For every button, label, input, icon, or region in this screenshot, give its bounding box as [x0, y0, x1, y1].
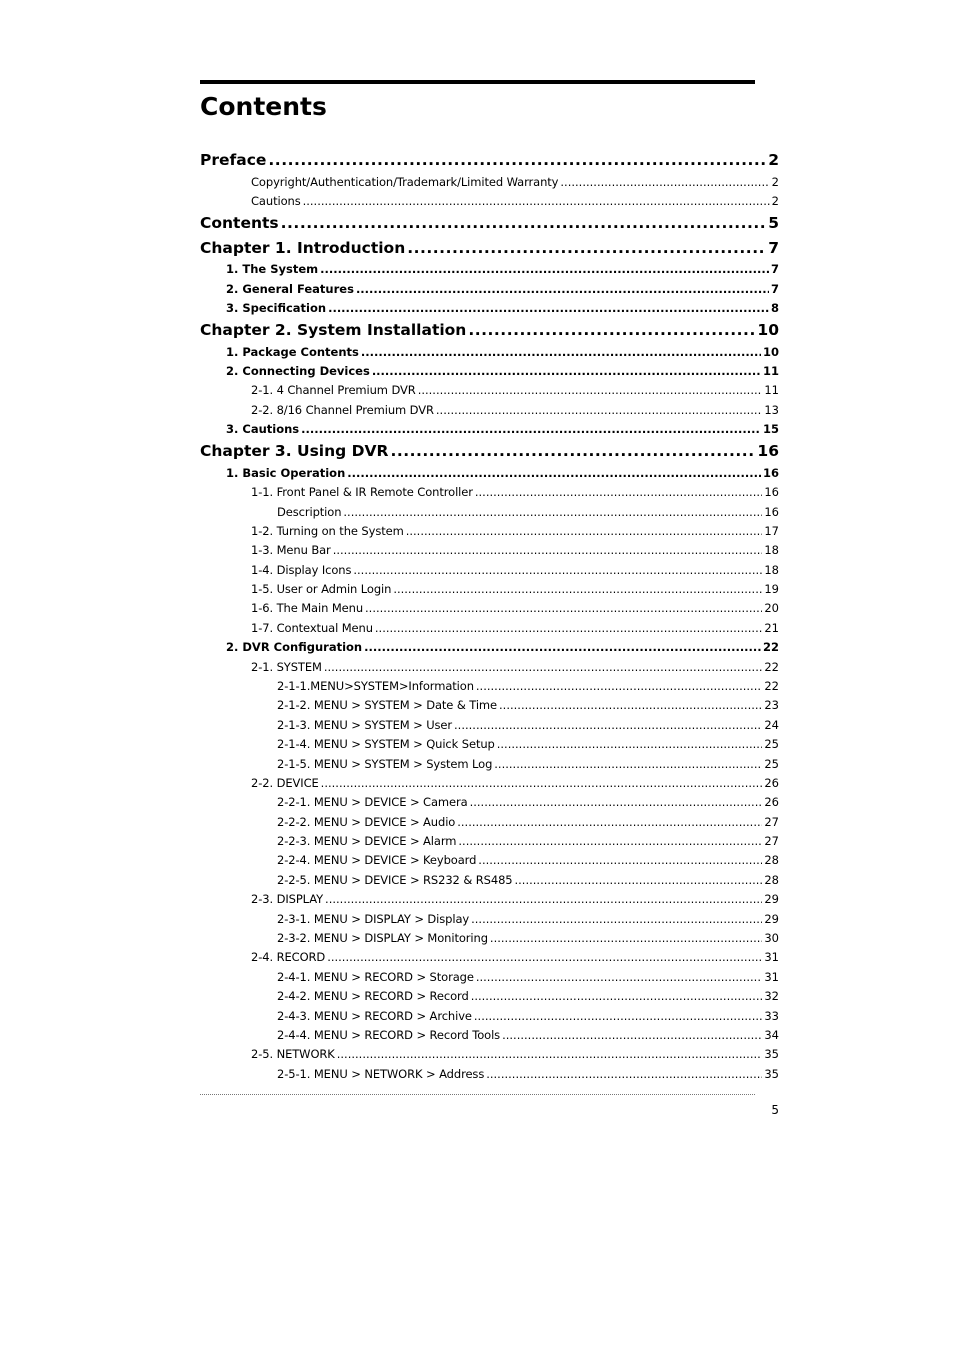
toc-entry[interactable] [200, 211, 779, 236]
toc-entry[interactable] [200, 1045, 779, 1064]
toc-entry-label: 2-3-2. MENU > DISPLAY > Monitoring [277, 931, 488, 946]
dot-leader [328, 299, 769, 318]
toc-entry[interactable] [200, 173, 779, 192]
toc-entry[interactable] [200, 439, 779, 464]
toc-entry-label: 2-1-1.MENU>SYSTEM>Information [277, 678, 474, 693]
toc-entry[interactable] [200, 522, 779, 541]
footer-divider [200, 1094, 755, 1095]
toc-entry-page-number: 15 [762, 422, 779, 437]
toc-entry-page-number: 13 [764, 402, 779, 417]
dot-leader [470, 793, 763, 812]
toc-entry-label: 1-3. Menu Bar [251, 543, 331, 558]
dot-leader [268, 148, 766, 173]
toc-entry[interactable] [200, 280, 779, 299]
dot-leader [468, 318, 755, 343]
toc-entry-page-number: 27 [764, 834, 779, 849]
toc-entry[interactable] [200, 832, 779, 851]
toc-entry-page-number: 2 [768, 151, 779, 169]
toc-entry-label: 1-7. Contextual Menu [251, 620, 373, 635]
page-number: 5 [771, 1103, 779, 1117]
toc-entry-page-number: 7 [768, 238, 779, 257]
dot-leader [303, 192, 770, 211]
dot-leader [364, 638, 761, 657]
toc-entry[interactable] [200, 968, 779, 987]
dot-leader [457, 813, 762, 832]
dot-leader [301, 420, 761, 439]
toc-entry-page-number: 35 [764, 1066, 779, 1081]
toc-entry-page-number: 29 [764, 892, 779, 907]
toc-entry-page-number: 11 [764, 383, 779, 398]
toc-entry-page-number: 21 [764, 620, 779, 635]
toc-entry-page-number: 22 [764, 678, 779, 693]
toc-entry[interactable] [200, 793, 779, 812]
dot-leader [476, 968, 763, 987]
toc-entry-page-number: 27 [764, 814, 779, 829]
toc-entry[interactable] [200, 483, 779, 502]
dot-leader [356, 280, 769, 299]
toc-entry-label: 2-5-1. MENU > NETWORK > Address [277, 1066, 485, 1081]
toc-entry-page-number: 2 [771, 174, 779, 189]
dot-leader [347, 464, 761, 483]
toc-entry-page-number: 30 [764, 931, 779, 946]
toc-entry-label: 1-4. Display Icons [251, 562, 352, 577]
toc-entry-label: Description [277, 504, 342, 519]
toc-entry-page-number: 17 [764, 523, 779, 538]
dot-leader [486, 1065, 762, 1084]
toc-entry-label: 2-5. NETWORK [251, 1047, 335, 1062]
toc-entry-page-number: 5 [768, 214, 779, 233]
dot-leader [560, 173, 769, 192]
toc-entry[interactable] [200, 890, 779, 909]
dot-leader [372, 362, 761, 381]
toc-entry-page-number: 22 [764, 659, 779, 674]
toc-entry-label: Copyright/Authentication/Trademark/Limited Warranty [251, 174, 559, 189]
toc-entry[interactable] [200, 260, 779, 279]
toc-entry-label: 1-6. The Main Menu [251, 601, 364, 616]
toc-entry-page-number: 18 [764, 562, 779, 577]
dot-leader [490, 929, 762, 948]
toc-entry-page-number: 35 [764, 1047, 779, 1062]
toc-entry-label: 2-2-5. MENU > DEVICE > RS232 & RS485 [277, 872, 513, 887]
dot-leader [476, 677, 762, 696]
toc-entry[interactable] [200, 318, 779, 343]
toc-entry[interactable] [200, 735, 779, 754]
toc-entry-page-number: 16 [764, 504, 779, 519]
toc-entry-label: 2-1. 4 Channel Premium DVR [251, 383, 416, 398]
toc-entry-label: 1. The System [226, 262, 319, 277]
dot-leader [478, 851, 762, 870]
toc-entry-label: 2-2. 8/16 Channel Premium DVR [251, 402, 434, 417]
toc-entry[interactable] [200, 343, 779, 362]
toc-entry-page-number: 2 [771, 193, 779, 208]
dot-leader [320, 260, 769, 279]
toc-entry-label: 2-1-3. MENU > SYSTEM > User [277, 717, 453, 732]
toc-entry-label: 2-1. SYSTEM [251, 659, 322, 674]
dot-leader [436, 401, 762, 420]
dot-leader [361, 343, 761, 362]
dot-leader [337, 1045, 763, 1064]
toc-entry-label: 2-2. DEVICE [251, 775, 319, 790]
toc-entry[interactable] [200, 987, 779, 1006]
toc-entry-label: 1. Package Contents [226, 344, 359, 359]
toc-entry-page-number: 24 [764, 717, 779, 732]
toc-entry-label: 2. DVR Configuration [226, 640, 363, 655]
dot-leader [515, 871, 763, 890]
toc-entry[interactable] [200, 420, 779, 439]
toc-entry[interactable] [200, 580, 779, 599]
toc-entry[interactable] [200, 503, 779, 522]
toc-entry[interactable] [200, 599, 779, 618]
toc-entry-label: Chapter 2. System Installation [200, 321, 467, 340]
toc-entry-page-number: 28 [764, 853, 779, 868]
toc-entry[interactable] [200, 929, 779, 948]
dot-leader [418, 381, 763, 400]
toc-entry[interactable] [200, 541, 779, 560]
toc-entry[interactable] [200, 619, 779, 638]
toc-entry[interactable] [200, 851, 779, 870]
toc-entry[interactable] [200, 871, 779, 890]
toc-entry-label: 2-4-2. MENU > RECORD > Record [277, 989, 469, 1004]
toc-entry-label: 2-3. DISPLAY [251, 892, 324, 907]
toc-entry-label: 2-1-2. MENU > SYSTEM > Date & Time [277, 698, 498, 713]
toc-entry-label: 2-1-5. MENU > SYSTEM > System Log [277, 756, 493, 771]
dot-leader [471, 910, 762, 929]
toc-entry-label: 2-4-3. MENU > RECORD > Archive [277, 1008, 472, 1023]
toc-entry-page-number: 33 [764, 1008, 779, 1023]
toc-entry[interactable] [200, 696, 779, 715]
toc-entry-label: 2. Connecting Devices [226, 363, 370, 378]
toc-entry-label: Chapter 1. Introduction [200, 238, 406, 257]
toc-entry-label: Cautions [251, 193, 301, 208]
toc-entry-page-number: 32 [764, 989, 779, 1004]
toc-entry[interactable] [200, 638, 779, 657]
toc-entry-page-number: 16 [764, 485, 779, 500]
toc-entry[interactable] [200, 299, 779, 318]
dot-leader [475, 483, 762, 502]
toc-entry-label: Contents [200, 214, 279, 233]
toc-entry[interactable] [200, 381, 779, 400]
dot-leader [365, 599, 762, 618]
toc-entry[interactable] [200, 658, 779, 677]
toc-entry-page-number: 20 [764, 601, 779, 616]
toc-entry-label: 3. Specification [226, 300, 327, 315]
toc-entry-page-number: 34 [764, 1027, 779, 1042]
toc-entry-label: 2-1-4. MENU > SYSTEM > Quick Setup [277, 737, 495, 752]
toc-entry-page-number: 16 [762, 465, 779, 480]
toc-entry-page-number: 28 [764, 872, 779, 887]
toc-entry-label: 2-3-1. MENU > DISPLAY > Display [277, 911, 470, 926]
toc-entry-page-number: 25 [764, 756, 779, 771]
toc-entry[interactable] [200, 148, 779, 173]
toc-entry-page-number: 10 [762, 344, 779, 359]
toc-entry-page-number: 11 [762, 363, 779, 378]
toc-entry[interactable] [200, 192, 779, 211]
toc-entry-page-number: 31 [764, 969, 779, 984]
dot-leader [281, 211, 767, 236]
toc-entry[interactable] [200, 755, 779, 774]
dot-leader [343, 503, 762, 522]
toc-entry-label: 2. General Features [226, 281, 354, 296]
dot-leader [497, 735, 763, 754]
dot-leader [407, 236, 766, 261]
dot-leader [406, 522, 763, 541]
dot-leader [375, 619, 762, 638]
toc-entry-page-number: 10 [757, 321, 779, 340]
dot-leader [471, 987, 763, 1006]
dot-leader [499, 696, 762, 715]
toc-entry[interactable] [200, 910, 779, 929]
toc-entry-page-number: 8 [770, 300, 779, 315]
toc-entry-page-number: 26 [764, 775, 779, 790]
toc-entry[interactable] [200, 1026, 779, 1045]
toc-entry-page-number: 23 [764, 698, 779, 713]
toc-entry-page-number: 26 [764, 795, 779, 810]
toc-entry-label: 2-2-3. MENU > DEVICE > Alarm [277, 834, 457, 849]
toc-entry[interactable] [200, 362, 779, 381]
dot-leader [324, 658, 763, 677]
toc-entry[interactable] [200, 716, 779, 735]
toc-entry-page-number: 25 [764, 737, 779, 752]
toc-entry[interactable] [200, 401, 779, 420]
dot-leader [474, 1007, 762, 1026]
toc-entry-label: 2-2-4. MENU > DEVICE > Keyboard [277, 853, 477, 868]
toc-entry-label: 3. Cautions [226, 422, 300, 437]
toc-entry-label: Chapter 3. Using DVR [200, 442, 389, 461]
toc-entry-label: 2-2-1. MENU > DEVICE > Camera [277, 795, 468, 810]
toc-entry-page-number: 16 [757, 442, 779, 461]
toc-entry-label: 1-2. Turning on the System [251, 523, 404, 538]
toc-entry-label: Preface [200, 151, 267, 169]
dot-leader [325, 890, 762, 909]
toc-entry[interactable] [200, 236, 779, 261]
toc-entry-page-number: 31 [764, 950, 779, 965]
toc-entry-label: 2-4-4. MENU > RECORD > Record Tools [277, 1027, 501, 1042]
table-of-contents [200, 148, 779, 1084]
toc-entry-page-number: 19 [764, 582, 779, 597]
toc-entry[interactable] [200, 1065, 779, 1084]
toc-entry-label: 1. Basic Operation [226, 465, 346, 480]
toc-entry-page-number: 7 [770, 281, 779, 296]
toc-entry-label: 2-4-1. MENU > RECORD > Storage [277, 969, 474, 984]
toc-entry-label: 2-2-2. MENU > DEVICE > Audio [277, 814, 456, 829]
dot-leader [353, 561, 762, 580]
title-rule [200, 80, 755, 84]
toc-entry[interactable] [200, 1007, 779, 1026]
toc-entry[interactable] [200, 561, 779, 580]
dot-leader [454, 716, 762, 735]
dot-leader [393, 580, 762, 599]
toc-entry[interactable] [200, 813, 779, 832]
dot-leader [390, 439, 755, 464]
toc-entry-page-number: 18 [764, 543, 779, 558]
dot-leader [458, 832, 762, 851]
toc-entry[interactable] [200, 774, 779, 793]
toc-entry[interactable] [200, 464, 779, 483]
toc-entry[interactable] [200, 677, 779, 696]
toc-entry-page-number: 7 [770, 262, 779, 277]
toc-entry-page-number: 29 [764, 911, 779, 926]
dot-leader [333, 541, 763, 560]
dot-leader [502, 1026, 762, 1045]
dot-leader [327, 948, 762, 967]
page-title: Contents [200, 92, 327, 121]
dot-leader [494, 755, 762, 774]
dot-leader [321, 774, 763, 793]
toc-entry-label: 2-4. RECORD [251, 950, 326, 965]
toc-entry-label: 1-5. User or Admin Login [251, 582, 392, 597]
toc-entry[interactable] [200, 948, 779, 967]
toc-entry-label: 1-1. Front Panel & IR Remote Controller [251, 485, 473, 500]
toc-entry-page-number: 22 [762, 640, 779, 655]
